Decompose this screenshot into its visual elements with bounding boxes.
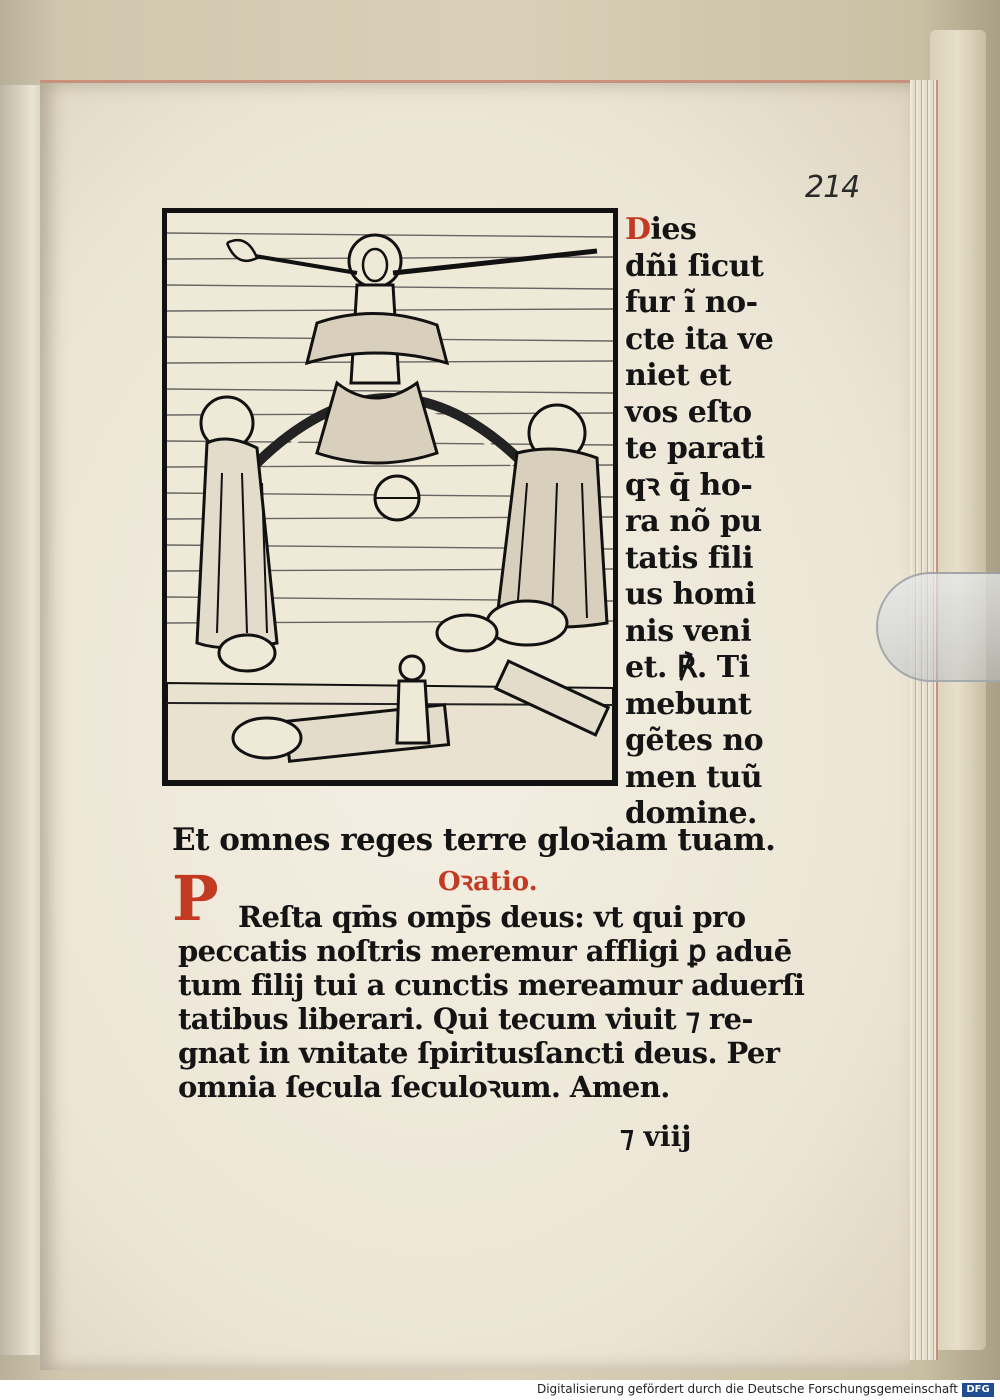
side-line: domine. (625, 796, 757, 831)
side-column-text (625, 212, 790, 833)
prayer-line: gnat in vnitate ſpiritusſancti deus. Per (178, 1036, 780, 1070)
side-line (625, 212, 790, 249)
side-line: gẽtes no (625, 723, 764, 758)
side-line: mebunt (625, 686, 752, 722)
red-initial-d: D (625, 212, 651, 247)
side-line: men tuũ (625, 759, 763, 795)
side-line: nis veni (625, 613, 752, 649)
side-line: niet et (625, 358, 732, 393)
dfg-logo: DFG (962, 1383, 994, 1397)
folio-number: 214 (805, 170, 860, 205)
oratio-heading: Oꝛatio. (438, 867, 538, 897)
side-line: tatis fili (625, 540, 753, 576)
prayer-line: tatibus liberari. Qui tecum viuit ⁊ re- (178, 1002, 753, 1036)
prayer-text (178, 900, 805, 1104)
side-line: et. ℟. Ti (625, 650, 750, 685)
side-line: cte ita ve (625, 321, 774, 357)
prayer-line: peccatis noſtris meremur affligi ꝑ aduē (178, 934, 792, 968)
book-cover-edge (930, 30, 986, 1350)
prayer-line: Reſta qm̄s omp̄s deus: vt qui pro (238, 900, 746, 934)
side-line-rest: ies (650, 212, 697, 247)
page-holder-clip (876, 572, 1000, 682)
side-line: ra nõ pu (625, 504, 762, 539)
woodcut-illustration (162, 208, 618, 786)
prayer-line: omnia ſecula ſeculoꝛum. Amen. (178, 1070, 670, 1104)
side-line: te parati (625, 431, 765, 466)
prayer-line: tum filij tui a cunctis mereamur aduerſi (178, 968, 805, 1002)
signature-mark: ⁊ viij (620, 1120, 692, 1153)
versicle-line: Et omnes reges terre gloꝛiam tuam. (172, 822, 776, 858)
side-line: fur ĩ no- (625, 285, 758, 320)
side-line: qꝛ q̄ ho- (625, 467, 753, 503)
side-line: dñi ſicut (625, 248, 764, 284)
last-judgment-woodcut (167, 213, 613, 781)
side-line: vos eſto (625, 394, 752, 430)
side-line: us homi (625, 577, 756, 612)
footer-credit: Digitalisierung gefördert durch die Deutsche Forschungsgemeinschaft (536, 1382, 958, 1396)
red-initial-p: P (172, 862, 219, 935)
